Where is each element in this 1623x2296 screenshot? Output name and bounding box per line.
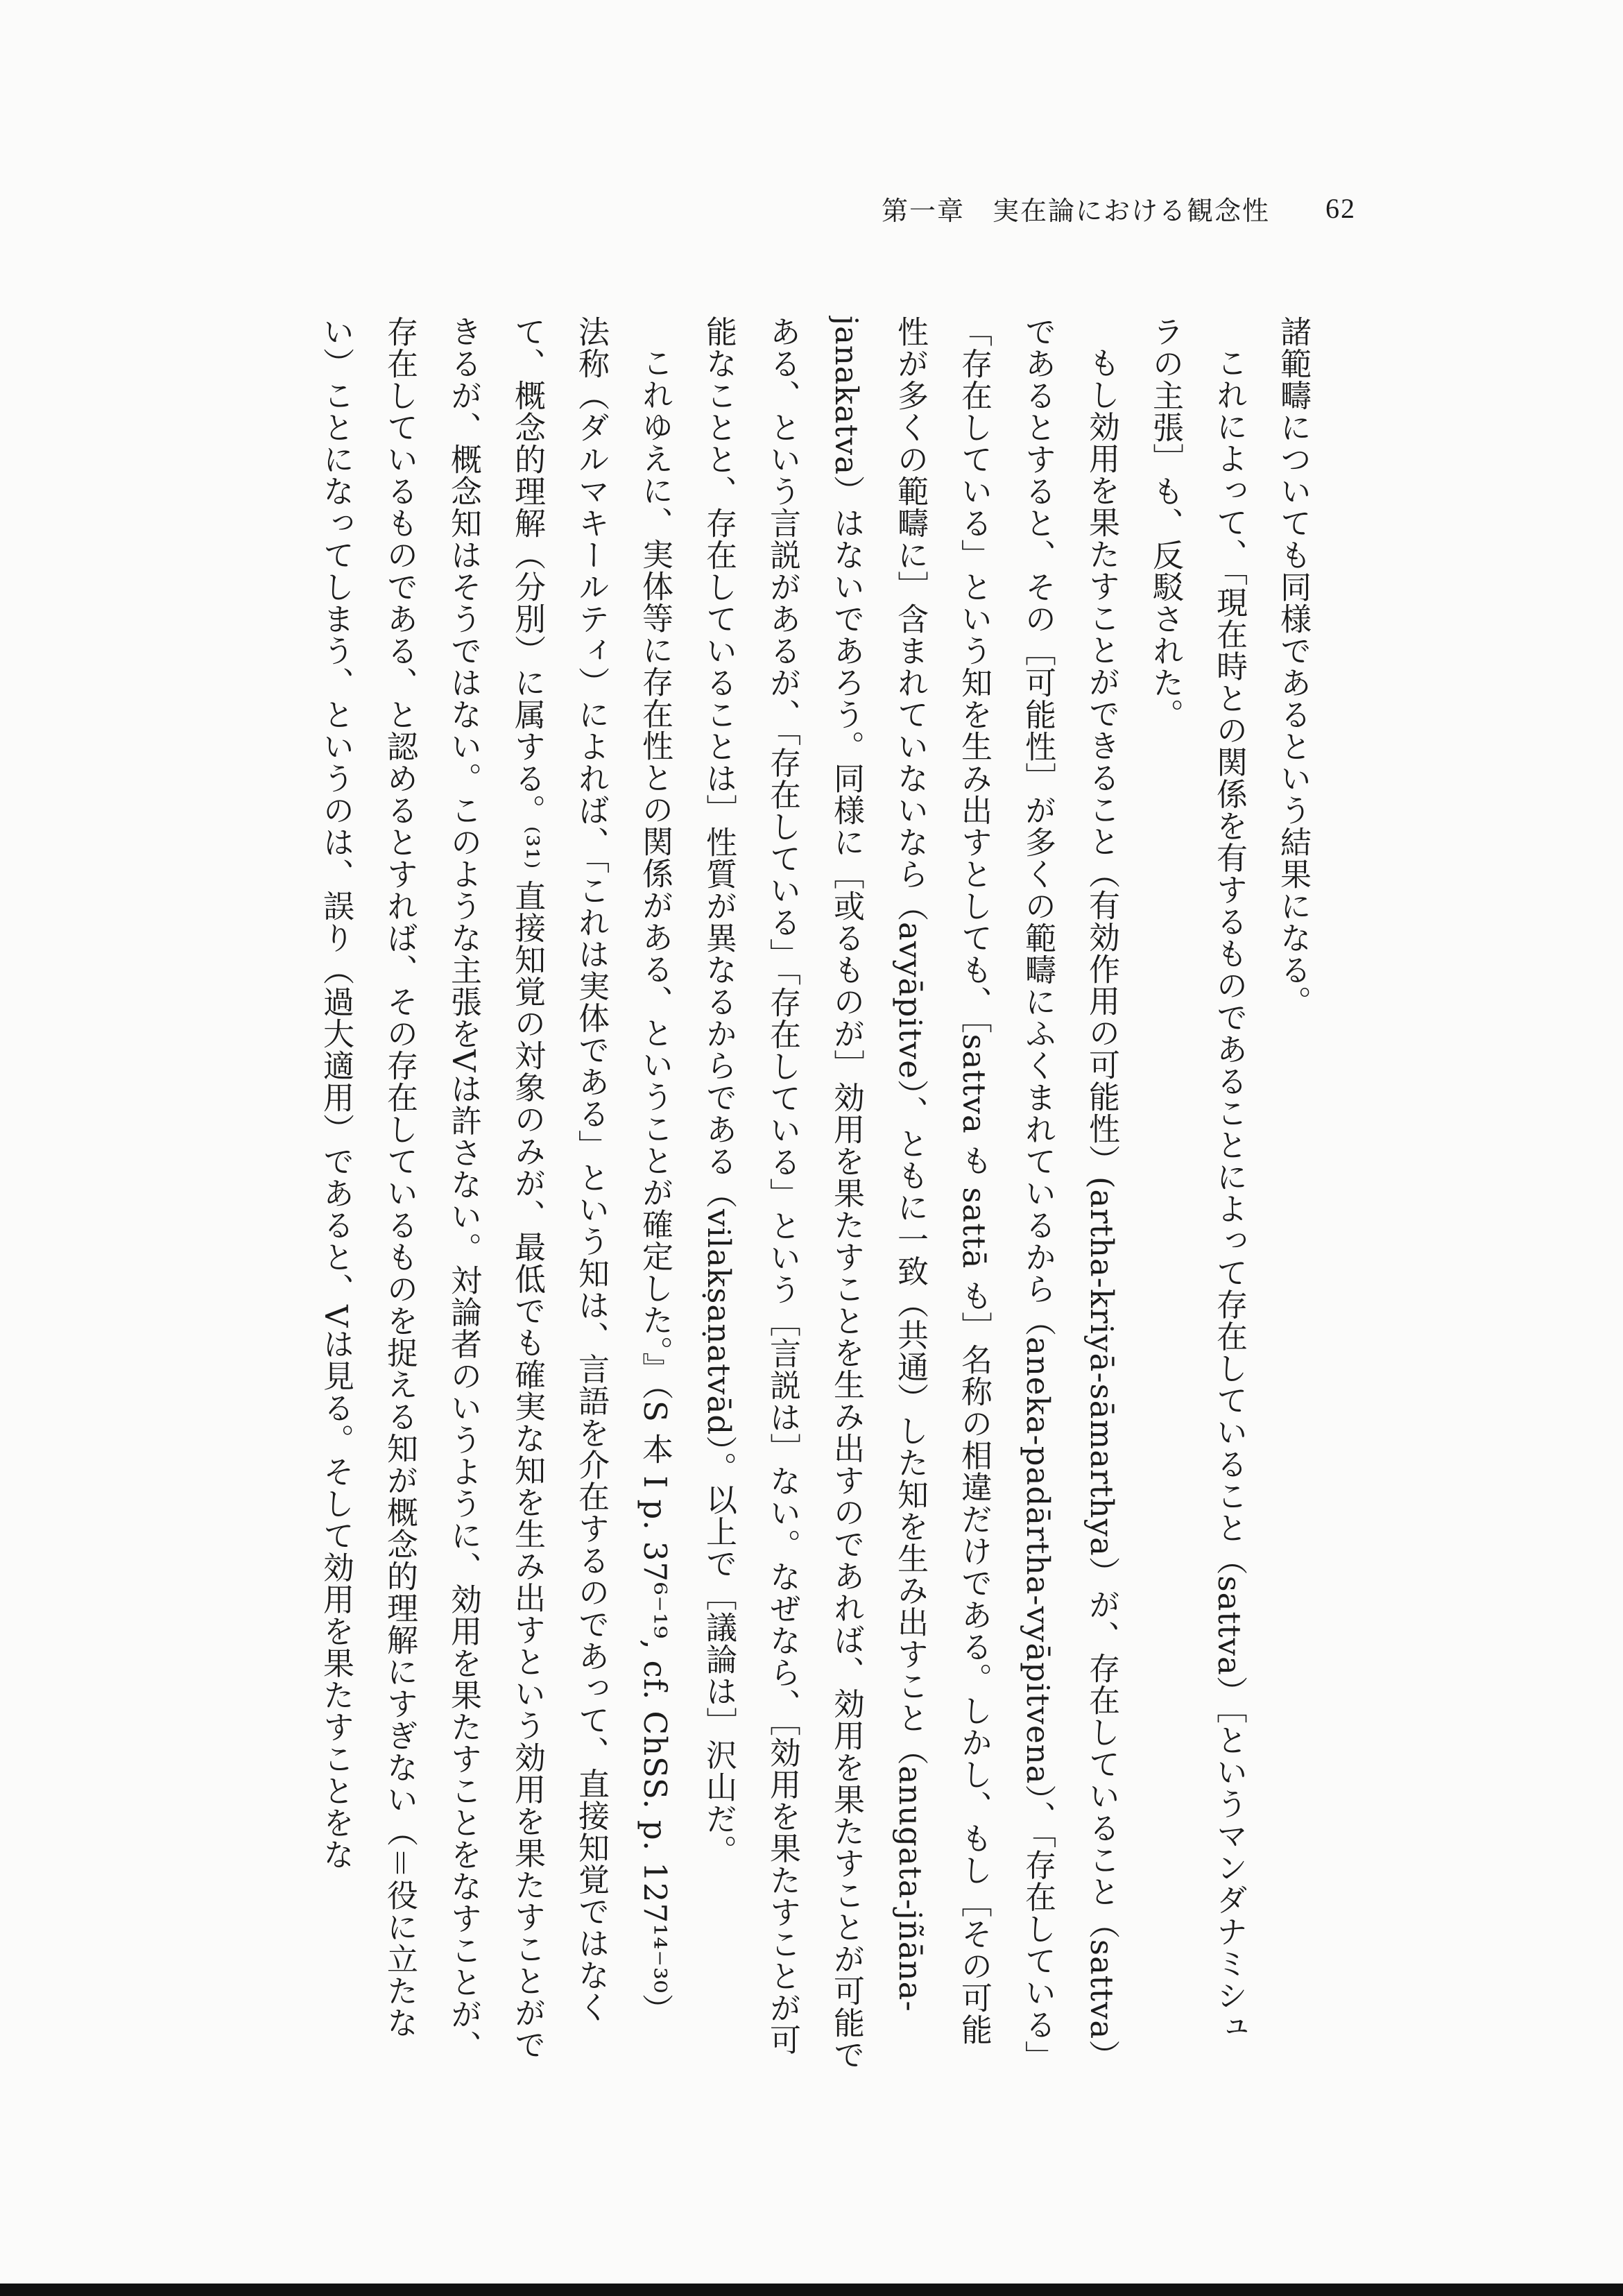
body-text [160,316,1325,2074]
page-number: 62 [1325,192,1356,224]
chapter-title: 第一章 実在論における観念性 [881,195,1270,226]
running-header [808,187,1356,229]
paragraph: 法称（ダルマキールティ）によれば、「これは実体である」という知は、言語を介在するのであって、直接知覚ではなくて、概念的理解（分別）に属する。⁽³¹⁾ 直接知覚の対象のみが、最低でも確実な知を生み出すという効用を果たすことができるが、概念知はそうではない。このような主張をVは許さない。対論者のいうように、効用を果たすことをなすことが、存在しているものである、と認めるとすれば、その存在しているものを捉える知が概念的理解にすぎない（＝役に立たない）ことになってしまう、というのは、誤り（過大適用）であると、Vは見る。そして効用を果たすことをな [318,316,610,2062]
scan-edge-bar [0,2284,1623,2296]
paragraph: これゆえに、実体等に存在性との関係がある、ということが確定した。』（S 本 I p. 37⁶⁻¹⁹, cf. ChSS. p. 127¹⁴⁻³⁰） [637,347,673,2026]
paragraph: これによって、「現在時との関係を有するものであることによって存在していること（sattva）［というマンダナミシュラの主張］も、反駁された。 [1147,316,1248,2044]
paragraph: 諸範疇についても同様であるという結果になる。 [1275,316,1312,1018]
paragraph: もし効用を果たすことができること（有効作用の可能性）(artha-kriyā-sāmarthya）が、存在していること（sattva）であるとすると、その［可能性］が多くの範疇にふくまれているから（aneka-padārtha-vyāpitvena）、「存在している」「存在している」という知を生み出すとしても、［sattva も sattā も］名称の相違だけである。しかし、もし［その可能性が多くの範疇に］含まれていないなら（avyāpitve）、ともに一致（共通）した知を生み出すこと（anugata-jñāna-janakatva）はないであろう。同様に［或るものが］効用を果たすことを生み出すのであれば、効用を果たすことが可能である、という言説があるが、「存在している」「存在している」という［言説は］ない。なぜなら、［効用を果たすことが可能なことと、存在していることは］性質が異なるからである（vilakṣaṇatvād）。以上で［議論は］沢山だ。 [701,316,1120,2073]
